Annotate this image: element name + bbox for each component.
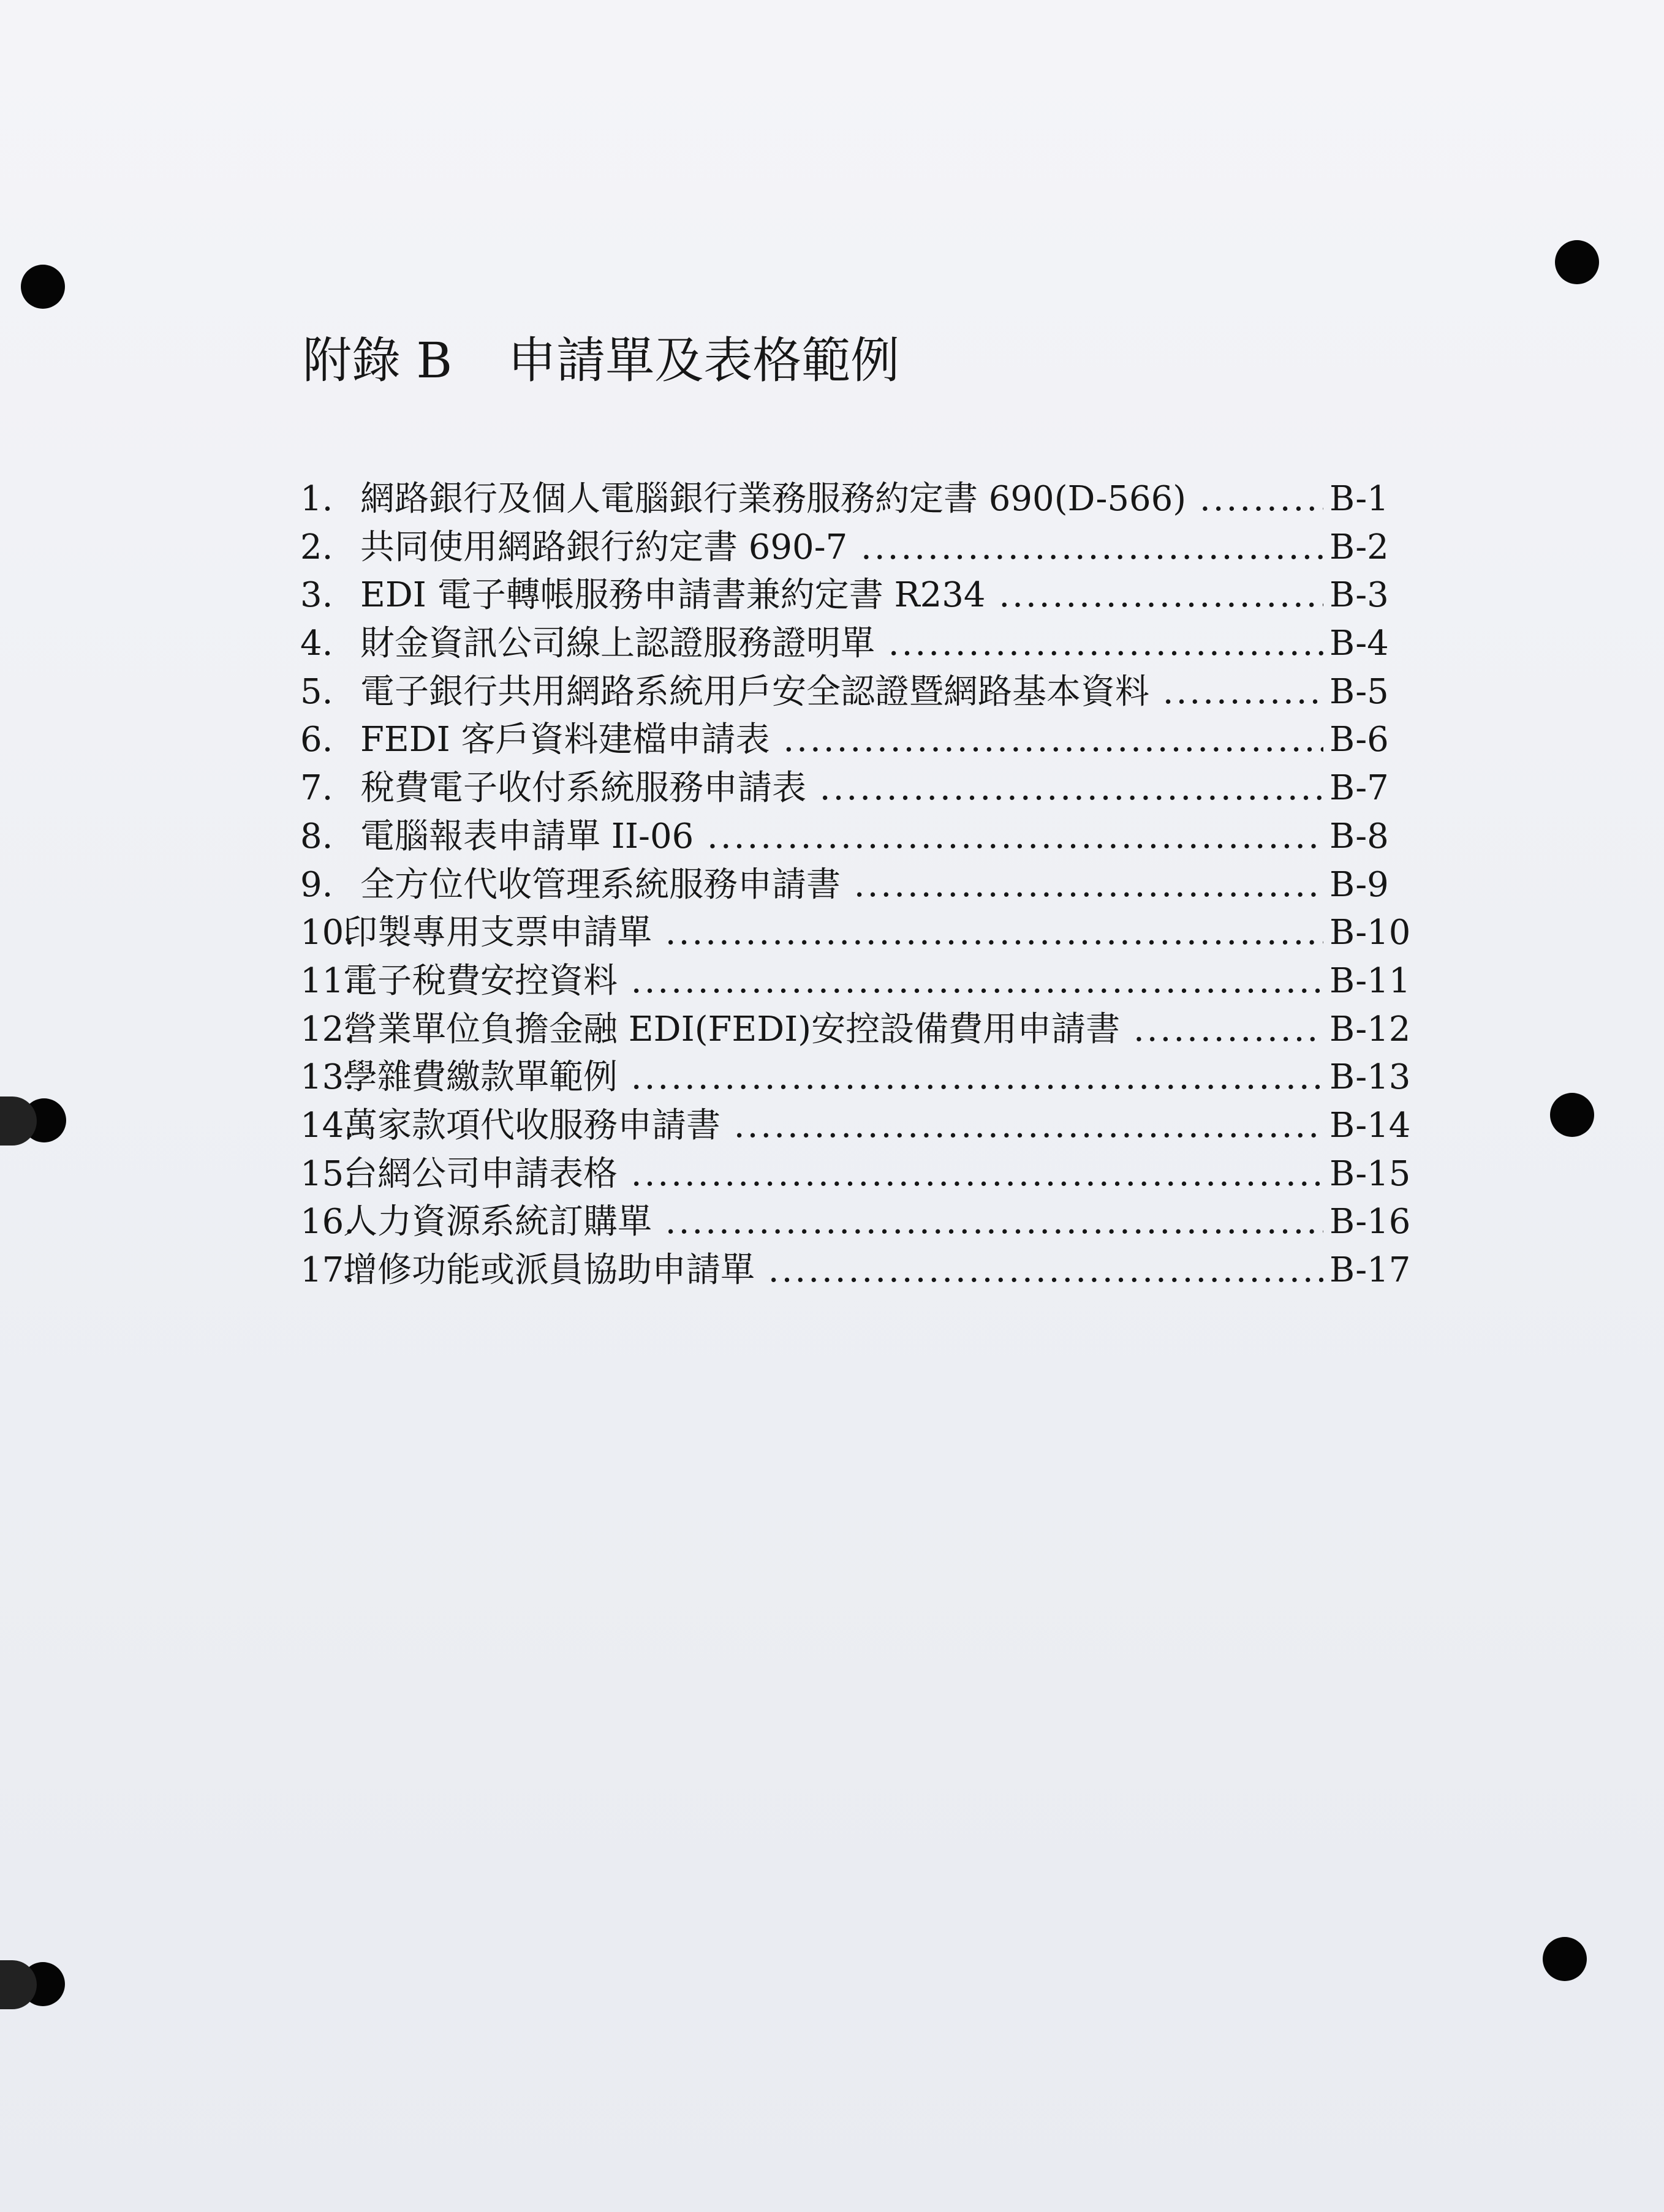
punch-hole (1555, 240, 1599, 284)
toc-page-ref: B-8 (1329, 816, 1389, 856)
toc-number: 2. (300, 527, 333, 567)
toc-page-ref: B-13 (1329, 1057, 1411, 1098)
toc-title (343, 1247, 1323, 1294)
toc-number: 9. (300, 864, 333, 905)
toc-page-ref: B-16 (1329, 1202, 1411, 1242)
toc-entry (300, 1198, 1415, 1247)
toc-entry (300, 909, 1415, 957)
toc-title (360, 764, 1323, 812)
toc-page-ref: B-4 (1329, 624, 1389, 664)
toc-title-text: 人力資源系統訂購單 (343, 1202, 652, 1242)
toc-number: 15. (300, 1153, 355, 1194)
toc-title-text: 共同使用網路銀行約定書 690-7 (360, 527, 848, 567)
toc-page-ref: B-11 (1329, 961, 1411, 1001)
toc-page-ref: B-12 (1329, 1009, 1411, 1049)
toc-title (343, 1006, 1323, 1054)
appendix-label: 附錄 B (303, 332, 453, 389)
toc-entry (300, 1150, 1415, 1199)
toc-entry (300, 668, 1415, 717)
punch-hole (1543, 1937, 1587, 1981)
toc-title-text: 電腦報表申請單 II-06 (360, 816, 694, 856)
toc-entry (300, 764, 1415, 813)
toc-title-text: 全方位代收管理系統服務申請書 (360, 864, 841, 905)
toc-title (343, 957, 1323, 1005)
toc-entry (300, 957, 1415, 1006)
toc-title-text: 營業單位負擔金融 EDI(FEDI)安控設備費用申請書 (343, 1009, 1121, 1049)
toc-page-ref: B-14 (1329, 1105, 1411, 1146)
toc-entry (300, 861, 1415, 910)
toc-title (360, 813, 1323, 861)
toc-number: 16. (300, 1202, 355, 1242)
toc-title (343, 1198, 1323, 1246)
toc-number: 8. (300, 816, 333, 856)
toc-number: 14. (300, 1105, 355, 1146)
toc-page-ref: B-9 (1329, 864, 1389, 905)
toc-title-text: 萬家款項代收服務申請書 (343, 1105, 720, 1146)
toc-title (360, 668, 1323, 716)
toc-entry (300, 813, 1415, 861)
toc-entry (300, 572, 1415, 620)
toc-title (360, 716, 1323, 764)
toc-page-ref: B-10 (1329, 913, 1411, 953)
toc-title-text: 學雜費繳款單範例 (343, 1057, 618, 1098)
toc-title (360, 861, 1323, 909)
toc-entry (300, 1247, 1415, 1295)
toc-number: 7. (300, 768, 333, 809)
toc-title-text: FEDI 客戶資料建檔申請表 (360, 720, 770, 760)
toc-number: 4. (300, 624, 333, 664)
toc-title-text: 增修功能或派員協助申請單 (343, 1250, 755, 1290)
toc-entry (300, 524, 1415, 572)
toc-page-ref: B-15 (1329, 1153, 1411, 1194)
toc-number: 1. (300, 479, 333, 519)
toc-title (343, 909, 1323, 957)
toc-title-text: 電子稅費安控資料 (343, 961, 618, 1001)
toc-title (343, 1150, 1323, 1198)
title-heading: 申請單及表格範例 (507, 332, 900, 389)
table-of-contents (300, 475, 1415, 1295)
toc-number: 11. (300, 961, 355, 1001)
toc-entry (300, 1054, 1415, 1102)
toc-page-ref: B-17 (1329, 1250, 1411, 1290)
toc-title-text: 電子銀行共用網路系統用戶安全認證暨網路基本資料 (360, 671, 1149, 712)
toc-page-ref: B-3 (1329, 575, 1389, 616)
toc-title (360, 572, 1323, 619)
toc-title (343, 1102, 1323, 1150)
toc-title (360, 475, 1323, 523)
page-title (303, 327, 899, 394)
toc-page-ref: B-6 (1329, 720, 1389, 760)
toc-number: 10. (300, 913, 355, 953)
toc-entry (300, 620, 1415, 668)
toc-number: 13. (300, 1057, 355, 1098)
toc-number: 17. (300, 1250, 355, 1290)
toc-title-text: 財金資訊公司線上認證服務證明單 (360, 624, 875, 664)
toc-page-ref: B-1 (1329, 479, 1389, 519)
punch-hole (1550, 1093, 1594, 1137)
toc-title (360, 620, 1323, 668)
toc-number: 6. (300, 720, 333, 760)
toc-number: 12. (300, 1009, 355, 1049)
toc-entry (300, 475, 1415, 524)
toc-entry (300, 1102, 1415, 1150)
toc-page-ref: B-7 (1329, 768, 1389, 809)
toc-title-text: 網路銀行及個人電腦銀行業務服務約定書 690(D-566) (360, 479, 1187, 519)
toc-number: 3. (300, 575, 333, 616)
punch-hole (21, 265, 65, 309)
toc-page-ref: B-5 (1329, 671, 1389, 712)
toc-title (343, 1054, 1323, 1101)
toc-title-text: EDI 電子轉帳服務申請書兼約定書 R234 (360, 575, 986, 616)
toc-title (360, 524, 1323, 572)
toc-page-ref: B-2 (1329, 527, 1389, 567)
toc-title-text: 印製專用支票申請單 (343, 913, 652, 953)
toc-entry (300, 716, 1415, 764)
toc-entry (300, 1006, 1415, 1054)
toc-title-text: 台網公司申請表格 (343, 1153, 618, 1194)
toc-number: 5. (300, 671, 333, 712)
toc-title-text: 稅費電子收付系統服務申請表 (360, 768, 806, 809)
